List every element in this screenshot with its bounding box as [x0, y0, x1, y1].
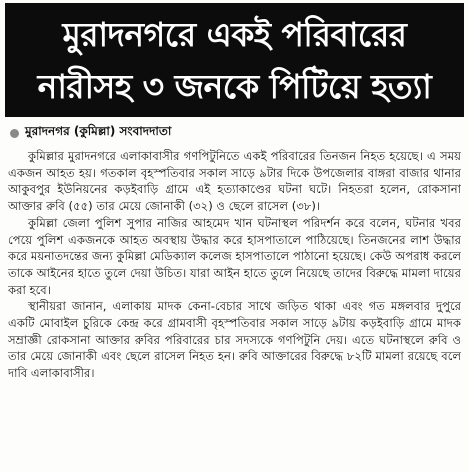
bullet-icon: [10, 129, 19, 138]
byline-text: মুরাদনগর (কুমিল্লা) সংবাদদাতা: [25, 124, 172, 138]
article-paragraph-1: কুমিল্লার মুরাদনগরে এলাকাবাসীর গণপিটুনিতে একই পরিবারের তিনজন নিহত হয়েছে। এ সময় একজন আহত হয়। গতকাল বৃহস্পতিবার সকাল সাড়ে ৯টার দিকে উপজেলার বাঙ্গরা বাজার থানার আকুবপুর ইউনিয়নের কড়ইবাড়ি গ্রামে এই হত্যাকাণ্ডের ঘটনা ঘটে। নিহতরা হলেন, রোকসানা আক্তার রুবি (৫৫) তার মেয়ে জোনাকী (৩২) ও ছেলে রাসেল (৩৮)।: [8, 149, 461, 214]
byline: [10, 124, 171, 142]
headline-line-1: মুরাদনগরে একই পরিবারের: [62, 15, 407, 54]
article-paragraph-3: স্থানীয়রা জানান, এলাকায় মাদক কেনা-বেচার সাথে জড়িত থাকা এবং গত মঙ্গলবার দুপুরে একটি মোবাইল চুরিকে কেন্দ্র করে গ্রামবাসী বৃহস্পতিবার সকাল সাড়ে ৯টায় কড়ইবাড়ি গ্রামে মাদক সম্রাজ্ঞী রোকসানা আক্তার রুবির পরিবারের চার সদস্যকে গণপিটুনি দেয়। এতে ঘটনাস্থলে রুবি ও তার মেয়ে জোনাকী এবং ছেলে রাসেল নিহত হন। রুবি আক্তারের বিরুদ্ধে ৮২টি মামলা রয়েছে বলে দাবি এলাকাবাসীর।: [8, 299, 461, 381]
article-paragraph-2: কুমিল্লা জেলা পুলিশ সুপার নাজির আহমেদ খান ঘটনাস্থল পরিদর্শন করে বলেন, ঘটনার খবর পেয়ে পুলিশ একজনকে আহত অবস্থায় উদ্ধার করে হাসপাতালে পাঠিয়েছে। তিনজনের লাশ উদ্ধার করে ময়নাতদন্তের জন্য কুমিল্লা মেডিক্যাল কলেজ হাসপাতালে পাঠানো হয়েছে। কেউ অপরাধ করলে তাকে আইনের হাতে তুলে দেয়া উচিত। যারা আইন হাতে তুলে নিয়েছে তাদের বিরুদ্ধে মামলা দায়ের করা হবে।: [8, 215, 461, 297]
article-body: [8, 148, 461, 468]
headline-banner: [5, 3, 464, 117]
headline-line-2: নারীসহ ৩ জনকে পিটিয়ে হত্যা: [37, 67, 432, 106]
